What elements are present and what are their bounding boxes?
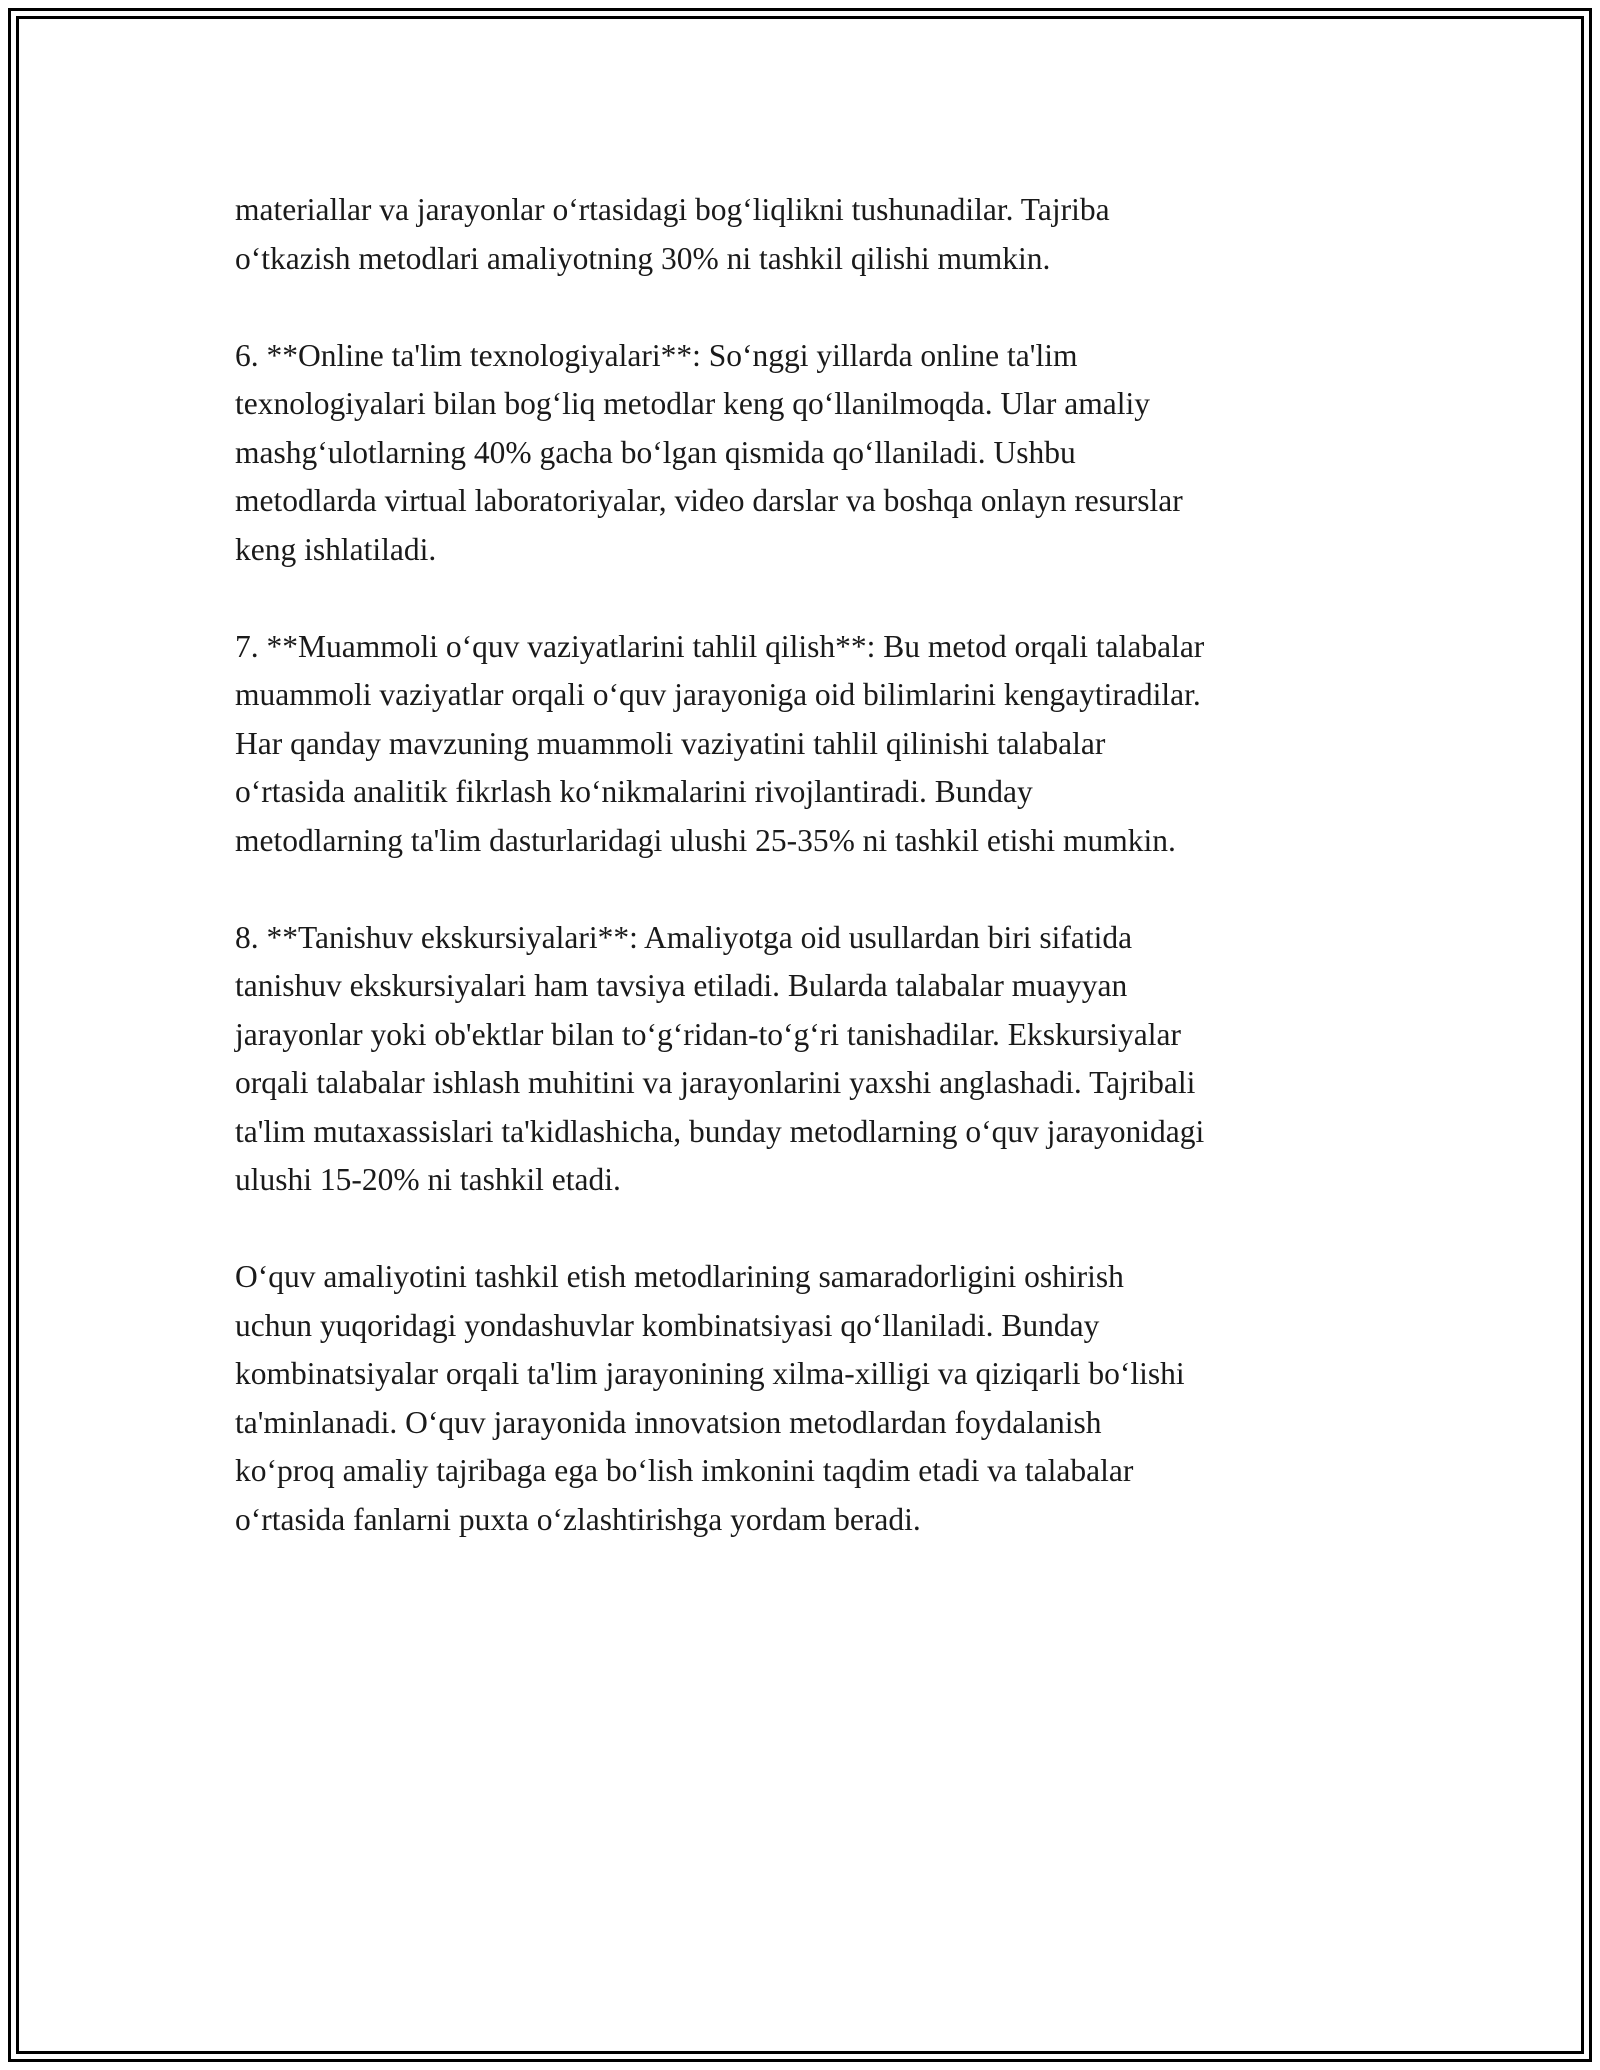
text-line: 6. **Online ta'lim texnologiyalari**: So‘nggi yillarda online ta'lim [235,337,1078,373]
text-line: uchun yuqoridagi yondashuvlar kombinatsiyasi qo‘llaniladi. Bunday [235,1307,1100,1343]
text-line: ko‘proq amaliy tajribaga ega bo‘lish imkonini taqdim etadi va talabalar [235,1453,1134,1488]
text-line: tanishuv ekskursiyalari ham tavsiya etiladi. Bularda talabalar muayyan [235,968,1128,1003]
paragraph-conclusion [235,1253,1385,1544]
text-line: Har qanday mavzuning muammoli vaziyatini tahlil qilinishi talabalar [235,725,1106,761]
text-line: jarayonlar yoki ob'ektlar bilan to‘g‘ridan-to‘g‘ri tanishadilar. Ekskursiyalar [235,1016,1181,1052]
text-line: materiallar va jarayonlar o‘rtasidagi bog‘liqlikni tushunadilar. Tajriba [235,192,1110,227]
text-line: ta'minlanadi. O‘quv jarayonida innovatsion metodlardan foydalanish [235,1404,1102,1440]
text-line: o‘tkazish metodlari amaliyotning 30% ni tashkil qilishi mumkin. [235,240,1051,276]
text-line: muammoli vaziyatlar orqali o‘quv jarayoniga oid bilimlarini kengaytiradilar. [235,677,1201,712]
text-line: metodlarning ta'lim dasturlaridagi ulushi 25-35% ni tashkil etishi mumkin. [235,822,1176,858]
text-line: metodlarda virtual laboratoriyalar, video darslar va boshqa onlayn resurslar [235,483,1183,518]
text-line: mashg‘ulotlarning 40% gacha bo‘lgan qismida qo‘llaniladi. Ushbu [235,434,1076,470]
paragraph-problem-analysis [235,623,1385,866]
paragraph-experiment-methods [235,186,1385,283]
text-line: 8. **Tanishuv ekskursiyalari**: Amaliyotga oid usullardan biri sifatida [235,919,1133,955]
text-line: ta'lim mutaxassislari ta'kidlashicha, bunday metodlarning o‘quv jarayonidagi [235,1113,1205,1149]
text-line: o‘rtasida fanlarni puxta o‘zlashtirishga yordam beradi. [235,1501,921,1537]
text-line: orqali talabalar ishlash muhitini va jarayonlarini yaxshi anglashadi. Tajribali [235,1065,1196,1100]
text-line: kombinatsiyalar orqali ta'lim jarayonining xilma-xilligi va qiziqarli bo‘lishi [235,1356,1185,1391]
text-line: 7. **Muammoli o‘quv vaziyatlarini tahlil qilish**: Bu metod orqali talabalar [235,628,1205,664]
text-line: keng ishlatiladi. [235,531,437,567]
text-line: o‘rtasida analitik fikrlash ko‘nikmalarini rivojlantiradi. Bunday [235,774,1033,809]
paragraph-online-learning [235,332,1385,575]
document-body [235,186,1385,1593]
text-line: O‘quv amaliyotini tashkil etish metodlarining samaradorligini oshirish [235,1259,1124,1294]
text-line: texnologiyalari bilan bog‘liq metodlar keng qo‘llanilmoqda. Ular amaliy [235,386,1151,421]
text-line: ulushi 15-20% ni tashkil etadi. [235,1162,621,1197]
paragraph-excursions [235,914,1385,1205]
